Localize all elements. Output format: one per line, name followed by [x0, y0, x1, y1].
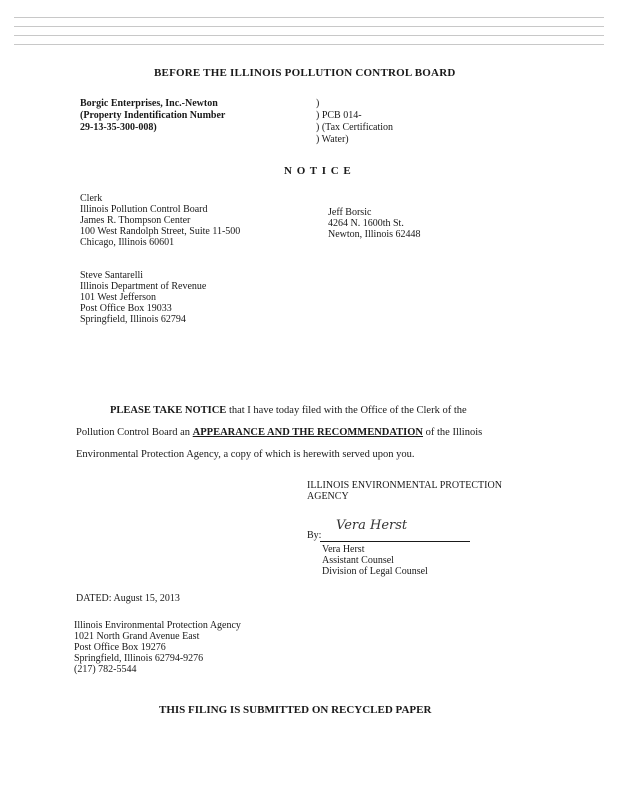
caption-line: Borgic Enterprises, Inc.-Newton — [80, 98, 218, 109]
signatory-division: Division of Legal Counsel — [322, 566, 428, 577]
address-line: 4264 N. 1600th St. — [328, 218, 404, 229]
address-line: Newton, Illinois 62448 — [328, 229, 421, 240]
notice-lead: PLEASE TAKE NOTICE — [110, 405, 227, 416]
handwritten-signature: Vera Herst — [336, 518, 408, 533]
caption-line: (Property Indentification Number — [80, 110, 226, 121]
notice-line-2 — [76, 422, 482, 444]
signatory-name: Vera Herst — [322, 544, 365, 555]
address-line: 1021 North Grand Avenue East — [74, 631, 200, 642]
address-line: Post Office Box 19033 — [80, 303, 172, 314]
address-line: Springfield, Illinois 62794 — [80, 314, 186, 325]
caption-line: ) Water) — [316, 134, 349, 145]
address-line: Chicago, Illinois 60601 — [80, 237, 175, 248]
caption-line: ) PCB 014- — [316, 110, 362, 121]
address-line: (217) 782-5544 — [74, 664, 137, 675]
caption-case-number — [316, 98, 393, 146]
notice-heading: N O T I C E — [284, 165, 352, 177]
signature-line — [320, 541, 470, 542]
notice-text: Pollution Control Board an — [76, 427, 193, 438]
agency-line: ILLINOIS ENVIRONMENTAL PROTECTION — [307, 480, 502, 491]
address-line: Steve Santarelli — [80, 270, 144, 281]
agency-line: AGENCY — [307, 491, 349, 502]
agency-address — [74, 620, 241, 675]
dated-line: DATED: August 15, 2013 — [76, 593, 180, 604]
address-line: Post Office Box 19276 — [74, 642, 166, 653]
notice-emphasis: APPEARANCE AND THE RECOMMENDATION — [192, 427, 424, 438]
board-title: BEFORE THE ILLINOIS POLLUTION CONTROL BOARD — [154, 67, 456, 79]
notice-text: Environmental Protection Agency, a copy of which is herewith served upon you. — [76, 449, 415, 460]
signatory — [322, 544, 428, 577]
address-line: James R. Thompson Center — [80, 215, 191, 226]
address-line: Springfield, Illinois 62794-9276 — [74, 653, 204, 664]
address-line: Illinois Environmental Protection Agency — [74, 620, 241, 631]
notice-line-3 — [76, 444, 482, 466]
caption-line: ) — [316, 98, 320, 109]
address-line: Illinois Pollution Control Board — [80, 204, 208, 215]
address-line: Jeff Borsic — [328, 207, 372, 218]
signature-by-label: By: — [307, 530, 322, 541]
address-borsic — [328, 207, 421, 240]
notice-text: that I have today filed with the Office of the Clerk of the — [226, 405, 467, 416]
footer-recycled-paper: THIS FILING IS SUBMITTED ON RECYCLED PAPER — [159, 704, 432, 716]
address-clerk — [80, 193, 240, 248]
caption-parties — [80, 98, 225, 134]
agency-name — [307, 480, 502, 502]
signatory-title: Assistant Counsel — [322, 555, 394, 566]
notice-line-1 — [76, 400, 482, 422]
caption-line: 29-13-35-300-008) — [80, 122, 157, 133]
caption-line: ) (Tax Certification — [316, 122, 394, 133]
address-line: Clerk — [80, 193, 103, 204]
notice-text: of the Illinois — [423, 427, 483, 438]
address-line: 101 West Jefferson — [80, 292, 157, 303]
address-line: Illinois Department of Revenue — [80, 281, 207, 292]
address-line: 100 West Randolph Street, Suite 11-500 — [80, 226, 241, 237]
notice-body — [76, 400, 482, 466]
address-revenue — [80, 270, 206, 325]
